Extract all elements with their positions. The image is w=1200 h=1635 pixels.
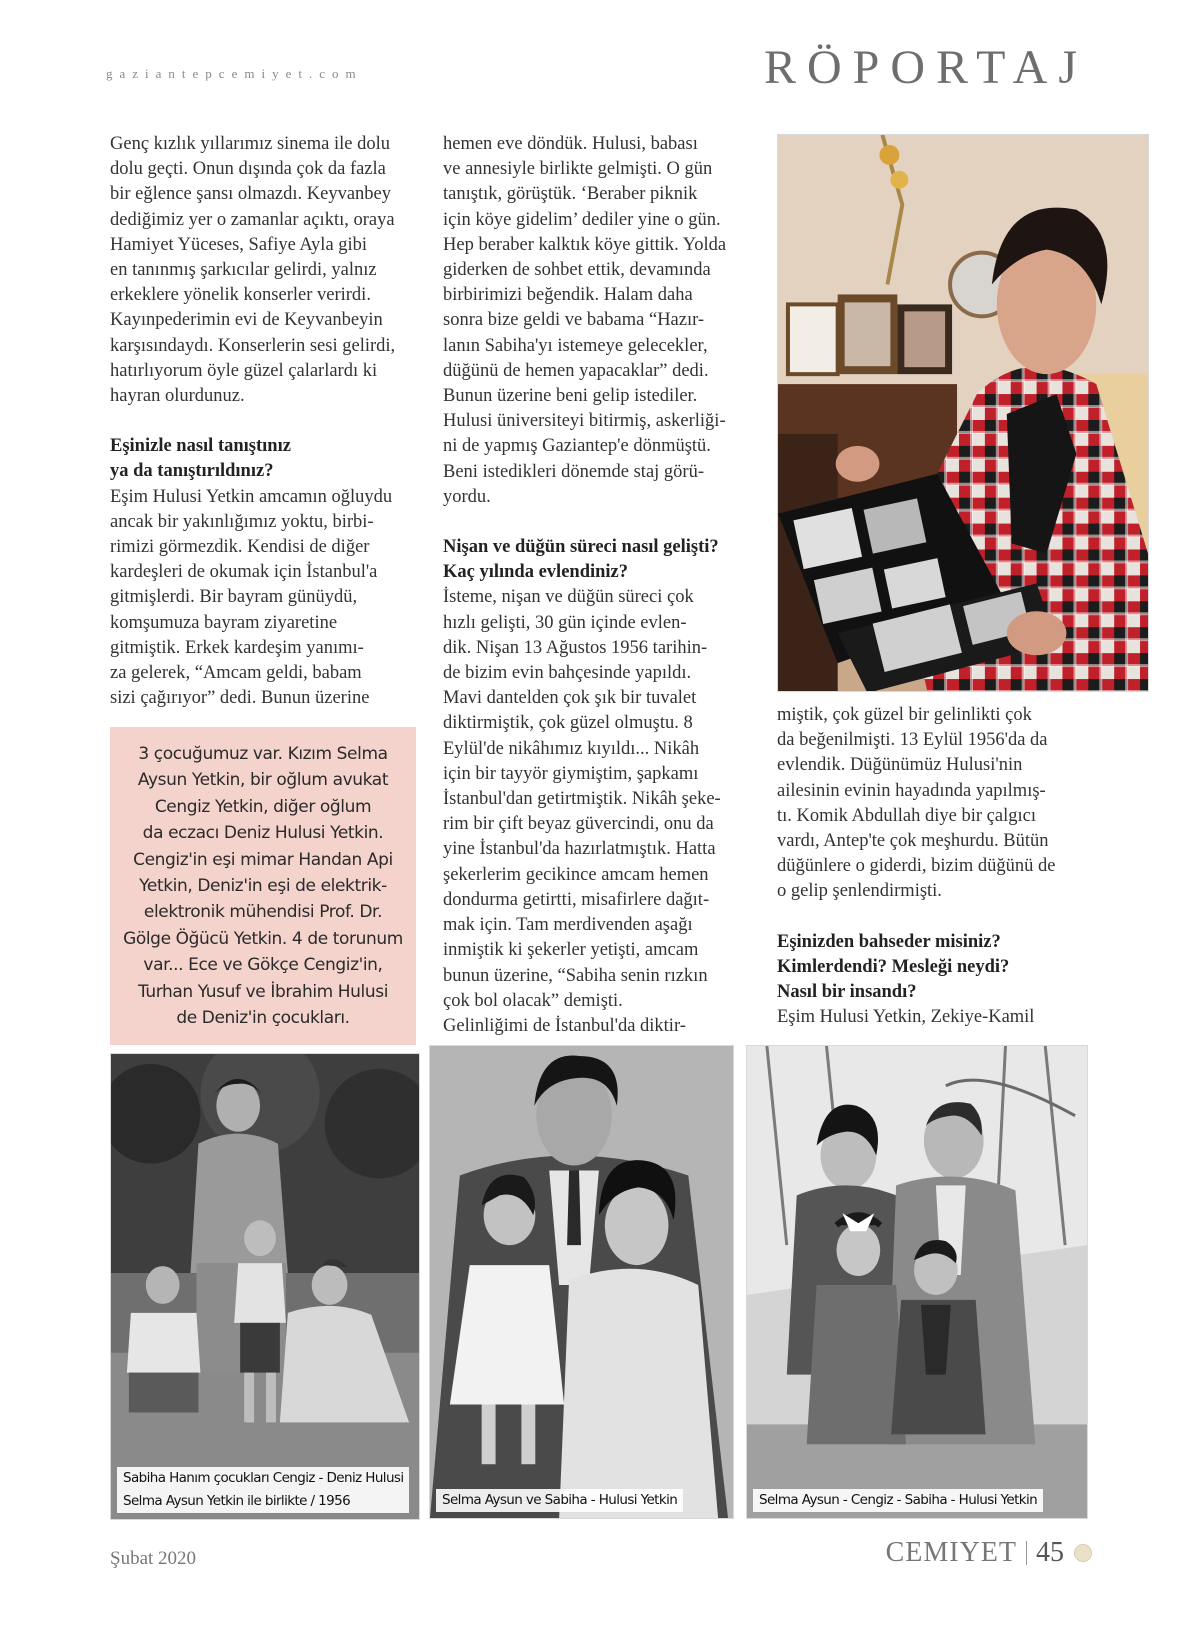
column-2 [443, 132, 758, 1039]
column-1 [110, 132, 420, 711]
text-line: bir eğlence şansı olmazdı. Keyvanbey [110, 184, 391, 205]
photo-caption [753, 1489, 1043, 1512]
paragraph [443, 585, 758, 1039]
photo-caption [117, 1467, 409, 1513]
caption-line: Selma Aysun - Cengiz - Sabiha - Hulusi Yetkin [759, 1492, 1038, 1508]
text-line: karşısındaydı. Konserlerin sesi gelirdi, [110, 335, 396, 356]
question-line: Eşinizden bahseder misiniz? [777, 931, 1001, 952]
text-line: tı. Komik Abdullah diye bir çalgıcı [777, 805, 1036, 826]
text-line: İstanbul'dan getirtmiştik. Nikâh şeke- [443, 789, 721, 810]
text-line: Mavi dantelden çok şık bir tuvalet [443, 688, 697, 709]
text-line: ve annesiyle birlikte gelmişti. O gün [443, 159, 713, 180]
text-line: şekerlerim gecikince amcam hemen [443, 864, 709, 885]
text-line: Eşim Hulusi Yetkin, Zekiye-Kamil [777, 1007, 1035, 1028]
text-line: da beğenilmişti. 13 Eylül 1956'da da [777, 730, 1048, 751]
question-line: Nişan ve düğün süreci nasıl gelişti? [443, 537, 719, 558]
caption-line: Selma Aysun ve Sabiha - Hulusi Yetkin [442, 1492, 678, 1508]
divider [1026, 1541, 1027, 1565]
quote-line: Aysun Yetkin, bir oğlum avukat [137, 770, 389, 791]
text-line: o gelip şenlendirmişti. [777, 881, 942, 902]
text-line: Hep beraber kalktık köye gittik. Yolda [443, 234, 727, 255]
issue-date: Şubat 2020 [110, 1548, 197, 1569]
text-line: ancak bir yakınlığımız yoktu, birbi- [110, 511, 374, 532]
section-title: RÖPORTAJ [764, 41, 1088, 94]
text-line: miştik, çok güzel bir gelinlikti çok [777, 705, 1032, 725]
text-line: Kayınpederimin evi de Keyvanbeyin [110, 310, 383, 331]
text-line: Eşim Hulusi Yetkin amcamın oğluydu [110, 486, 393, 507]
quote-line: Gölge Öğücü Yetkin. 4 de torunum [123, 928, 403, 949]
photo-selma-sabiha-hulusi [429, 1045, 734, 1519]
text-line: bunun üzerine, “Sabiha senin rızkın [443, 965, 708, 986]
magazine-name: CEMIYET [885, 1537, 1017, 1568]
column-3 [777, 703, 1157, 1030]
paragraph [110, 132, 420, 409]
caption-line: Sabiha Hanım çocukları Cengiz - Deniz Hulusi [123, 1470, 404, 1486]
text-line: için bir tayyör giymiştim, şapkamı [443, 763, 699, 784]
text-line: yine İstanbul'da hazırlatmıştık. Hatta [443, 839, 716, 860]
quote-line: Cengiz Yetkin, diğer oğlum [154, 796, 372, 817]
question-line: ya da tanıştırıldınız? [110, 461, 274, 482]
text-line: lanın Sabiha'yı istemeye gelecekler, [443, 335, 708, 356]
text-line: mak için. Tam merdivenden aşağı [443, 915, 693, 936]
footer-brand [886, 1537, 1092, 1569]
text-line: birbirimizi beğendik. Halam daha [443, 285, 693, 306]
text-line: erkeklere yönelik konserler verirdi. [110, 285, 371, 306]
text-line: rim bir çift beyaz güvercindi, onu da [443, 814, 714, 835]
text-line: Beni istedikleri dönemde staj görü- [443, 461, 704, 482]
text-line: tanıştık, görüştük. ‘Beraber piknik [443, 184, 698, 205]
quote-line: Turhan Yusuf ve İbrahim Hulusi [137, 981, 389, 1002]
text-line: de bizim evin bahçesinde yapıldı. [443, 663, 692, 684]
text-line: düğünü de hemen yapacaklar” dedi. [443, 360, 709, 381]
text-line: Eylül'de nikâhımız kıyıldı... Nikâh [443, 738, 700, 759]
text-line: Genç kızlık yıllarımız sinema ile dolu [110, 134, 390, 154]
text-line: komşumuza bayram ziyaretine [110, 612, 338, 633]
text-line: en tanınmış şarkıcılar gelirdi, yalnız [110, 260, 377, 281]
text-line: düğünlere o giderdi, bizim düğünü de [777, 856, 1056, 877]
text-line: vardı, Antep'te çok meşhurdu. Bütün [777, 831, 1049, 852]
text-line: dediğimiz yer o zamanlar açıktı, oraya [110, 209, 395, 230]
photo-children-image [111, 1054, 419, 1519]
decorative-dot-icon [1074, 1544, 1092, 1562]
photo-caption [436, 1489, 683, 1512]
text-line: dolu geçti. Onun dışında çok da fazla [110, 159, 386, 180]
paragraph [777, 703, 1157, 905]
photo-family-portrait-image [430, 1046, 733, 1518]
text-line: hızlı gelişti, 30 gün içinde evlen- [443, 612, 687, 633]
paragraph [777, 1005, 1157, 1030]
text-line: Gelinliğimi de İstanbul'da diktir- [443, 1015, 686, 1036]
text-line: kardeşleri de okumak için İstanbul'a [110, 562, 378, 583]
site-url: gaziantepcemiyet.com [106, 66, 363, 81]
text-line: gitmişlerdi. Bir bayram günüydü, [110, 587, 358, 608]
page-number: 45 [1036, 1537, 1064, 1568]
quote-line: Yetkin, Deniz'in eşi de elektrik- [139, 876, 387, 897]
caption-line: Selma Aysun Yetkin ile birlikte / 1956 [123, 1493, 351, 1509]
question-line: Eşinizle nasıl tanıştınız [110, 436, 291, 457]
text-line: İsteme, nişan ve düğün süreci çok [443, 587, 694, 608]
text-line: için köye gidelim’ dediler yine o gün. [443, 209, 721, 230]
photo-woman-with-album-image [778, 135, 1148, 691]
text-line: ailesinin evinin hayadında yapılmış- [777, 780, 1046, 801]
interview-question [443, 535, 758, 585]
text-line: Bunun üzerine beni gelip istediler. [443, 386, 698, 407]
photo-family-four [746, 1045, 1088, 1519]
text-line: evlendik. Düğünümüz Hulusi'nin [777, 755, 1023, 776]
question-line: Kimlerdendi? Mesleği neydi? [777, 956, 1010, 977]
text-line: çok bol olacak” demişti. [443, 990, 623, 1011]
photo-family-four-image [747, 1046, 1087, 1518]
quote-line: 3 çocuğumuz var. Kızım Selma [138, 744, 388, 764]
text-line: gitmiştik. Erkek kardeşim yanımı- [110, 637, 364, 658]
text-line: sonra bize geldi ve babama “Hazır- [443, 310, 705, 331]
paragraph [110, 485, 420, 712]
text-line: giderken de sohbet ettik, devamında [443, 260, 711, 281]
text-line: inmiştik ki şekerler yetişti, amcam [443, 940, 699, 961]
interview-question [110, 434, 420, 484]
text-line: dondurma getirtti, misafirlere dağıt- [443, 889, 710, 910]
text-line: sizi çağırıyor” dedi. Bunun üzerine [110, 688, 370, 709]
text-line: Hamiyet Yüceses, Safiye Ayla gibi [110, 234, 368, 255]
pull-quote-box [110, 727, 416, 1045]
question-line: Nasıl bir insandı? [777, 982, 917, 1003]
photo-children-1956 [110, 1053, 420, 1520]
text-line: hemen eve döndük. Hulusi, babası [443, 134, 698, 154]
text-line: hayran olurdunuz. [110, 386, 245, 407]
text-line: hatırlıyorum öyle güzel çalarlardı ki [110, 360, 378, 381]
paragraph [443, 132, 758, 510]
quote-line: var... Ece ve Gökçe Cengiz'in, [143, 955, 383, 976]
text-line: za gelerek, “Amcam geldi, babam [110, 663, 362, 684]
text-line: Hulusi üniversiteyi bitirmiş, askerliği- [443, 411, 726, 432]
text-line: rimizi görmezdik. Kendisi de diğer [110, 537, 370, 558]
question-line: Kaç yılında evlendiniz? [443, 562, 629, 583]
quote-line: elektronik mühendisi Prof. Dr. [143, 902, 383, 923]
quote-line: da eczacı Deniz Hulusi Yetkin. [142, 823, 384, 844]
text-line: diktirmiştik, çok güzel olmuştu. 8 [443, 713, 693, 734]
quote-line: de Deniz'in çocukları. [176, 1008, 350, 1029]
interview-question [777, 930, 1157, 1006]
text-line: ni de yapmış Gaziantep'e dönmüştü. [443, 436, 711, 457]
text-line: yordu. [443, 486, 491, 507]
photo-woman-with-album [777, 134, 1149, 692]
quote-line: Cengiz'in eşi mimar Handan Api [133, 849, 393, 870]
text-line: dik. Nişan 13 Ağustos 1956 tarihin- [443, 637, 708, 658]
